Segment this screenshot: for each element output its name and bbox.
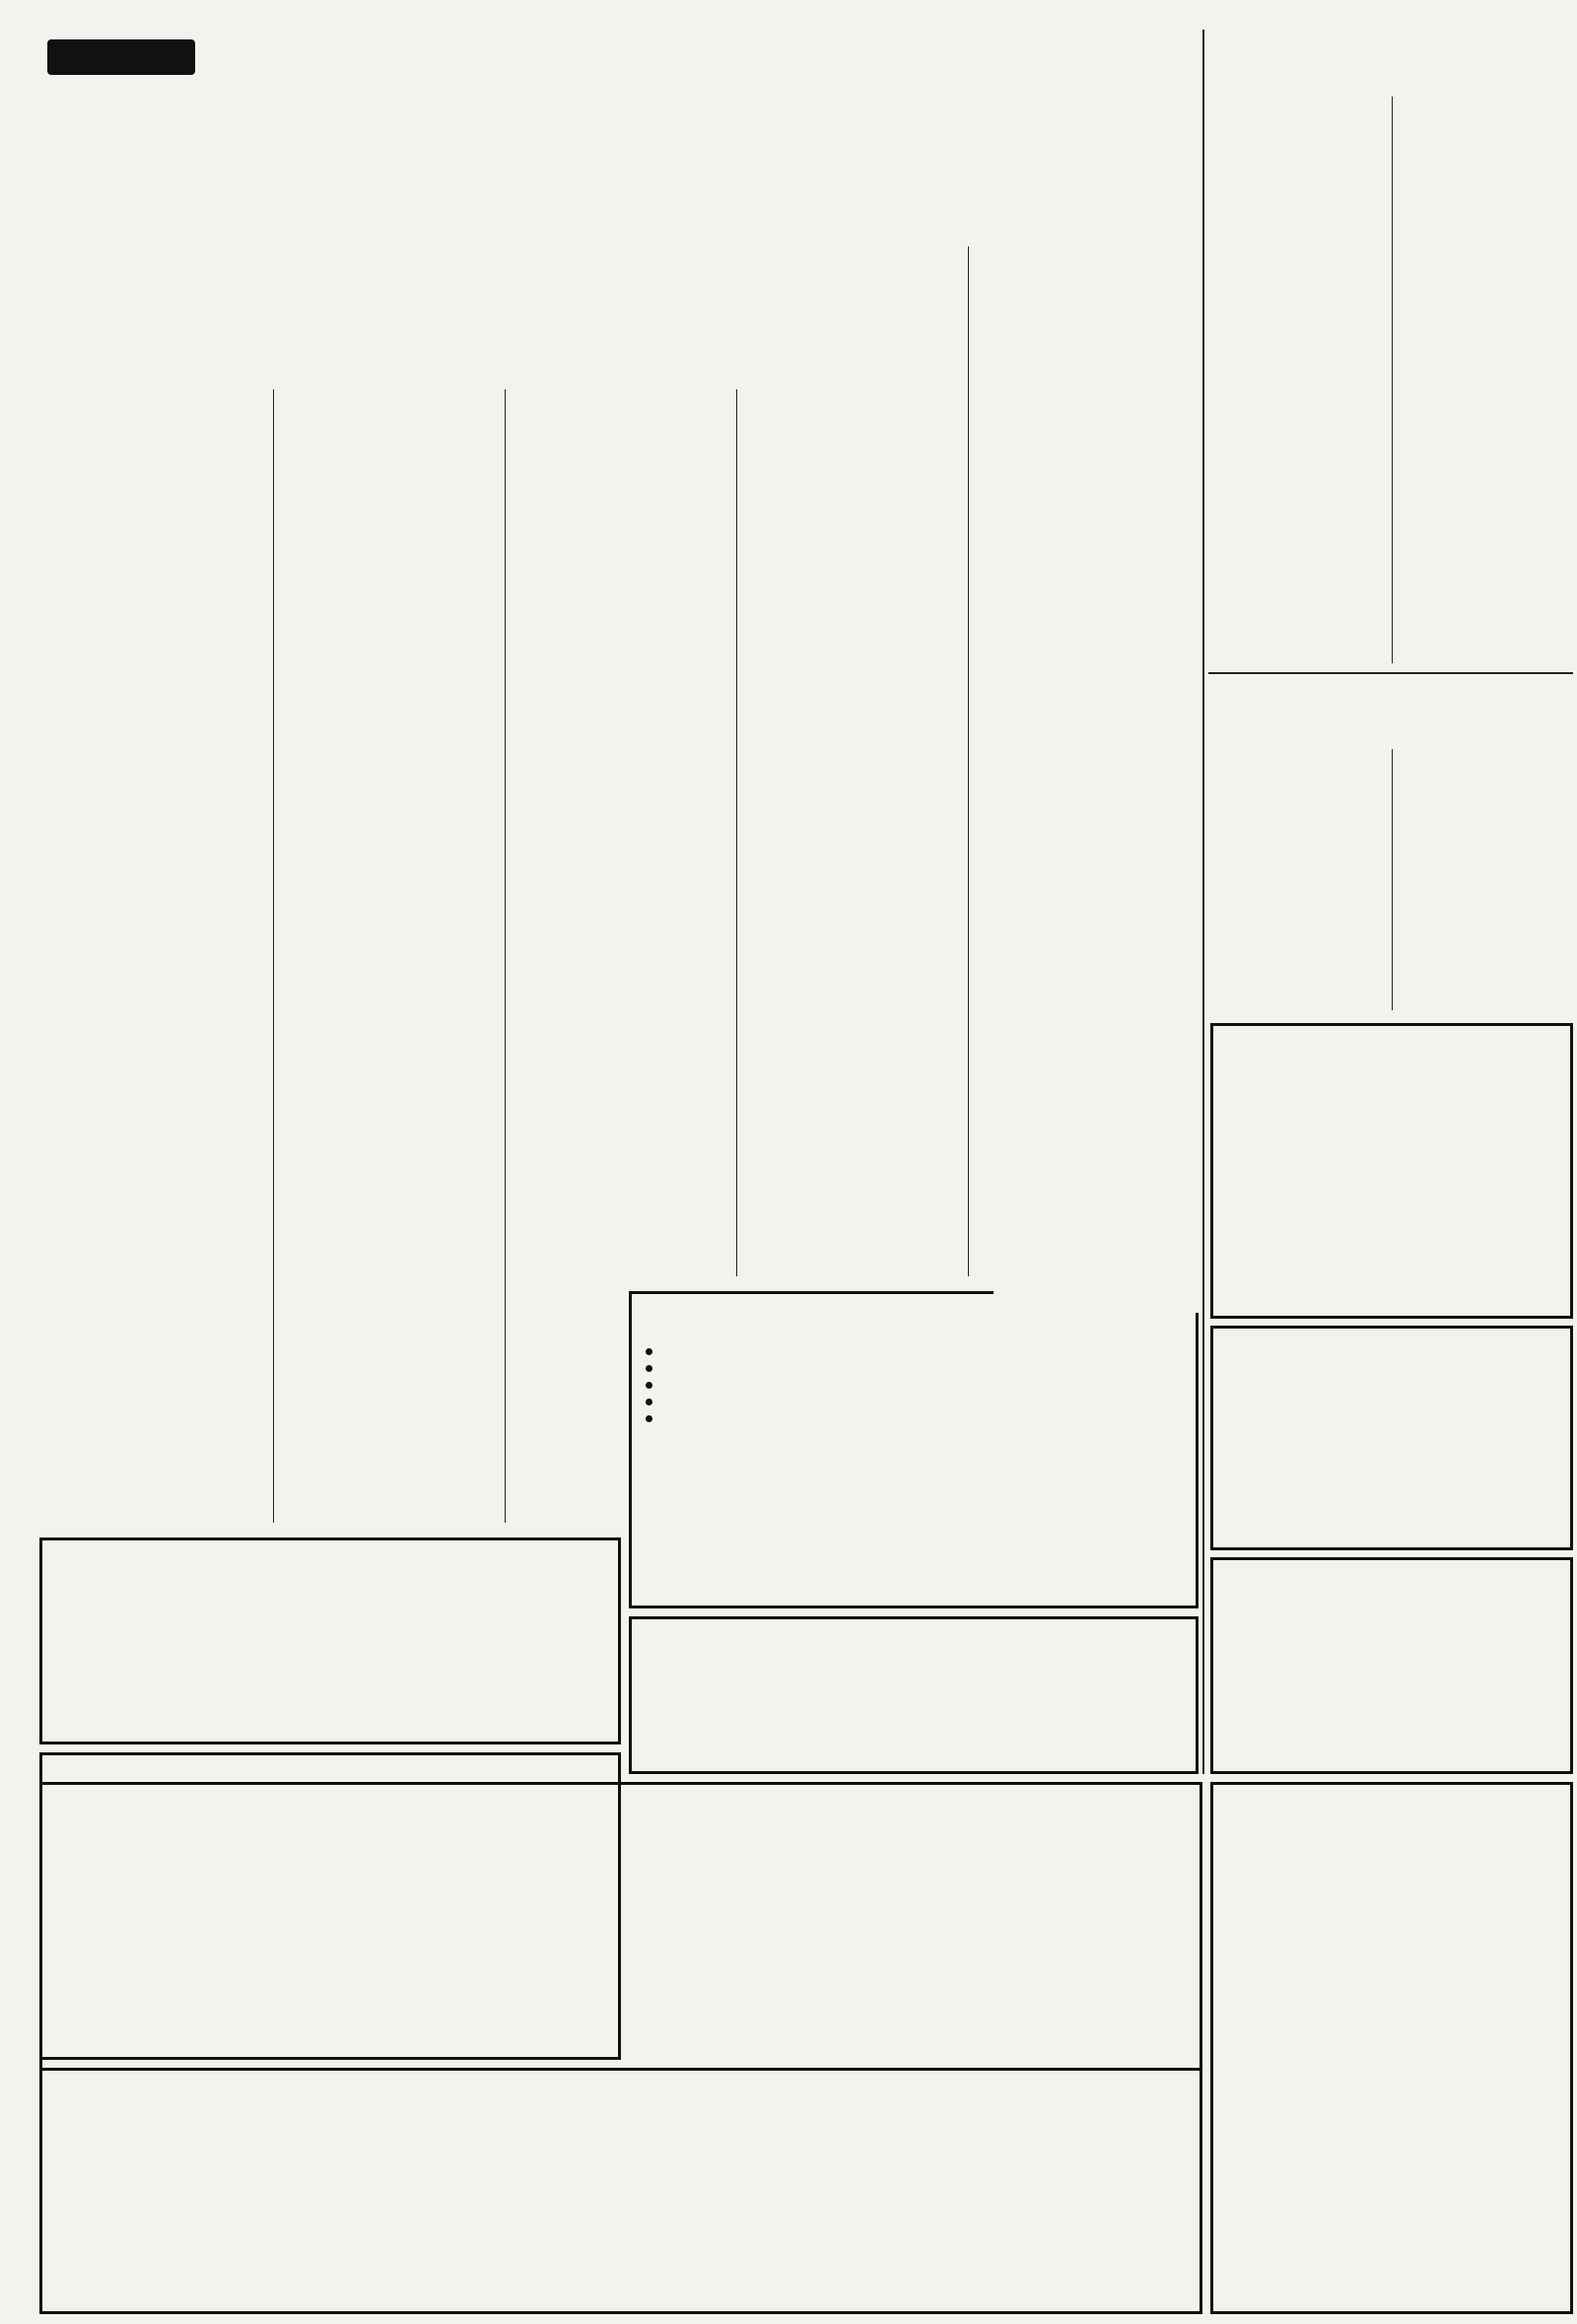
sidebar-body-col-2: [1398, 97, 1570, 666]
continuation-note: [994, 1283, 1200, 1313]
sidebar-body-col-1: [1214, 114, 1387, 666]
lead-body-col-5: [976, 246, 1195, 1286]
mathitai-box: [1210, 1782, 1573, 2314]
optician-bullet-2: [646, 1359, 1182, 1376]
airline-ad: [39, 1538, 621, 1744]
optician-bullet-1: [646, 1342, 1182, 1359]
ship-body-col-1: [1214, 767, 1387, 1013]
lead-intro: [49, 246, 266, 384]
optician-bullet-5: [646, 1409, 1182, 1426]
sidebar-dateline: [1214, 97, 1392, 112]
ship-body-col-2: [1398, 749, 1570, 1013]
lead-headline-1: [39, 89, 1202, 173]
optician-ad: [629, 1291, 1199, 1608]
optician-bullet-3: [646, 1376, 1182, 1393]
language-school-results: [642, 1623, 1186, 1644]
logistika-desc: [54, 1761, 606, 1765]
announcements-body: [1221, 1036, 1562, 1154]
lead-kicker: [276, 34, 1183, 85]
lead-body-col-4: [744, 389, 963, 1286]
sidebar-headline: [1210, 32, 1573, 93]
announcements-box: [1210, 1023, 1573, 1319]
lead-body-col-2: [281, 389, 500, 1533]
section-label: [47, 39, 195, 75]
lead-body-col-1: [49, 389, 268, 1533]
optician-bullet-4: [646, 1393, 1182, 1409]
ship-dateline: [1214, 749, 1387, 765]
language-school-ad: [629, 1616, 1199, 1774]
bottom-ad-inner: [39, 1782, 1202, 2314]
demokritos-notice-box: [1210, 1326, 1573, 1550]
theoritikon-box: [1210, 1557, 1573, 1774]
ship-headline: [1210, 678, 1573, 745]
